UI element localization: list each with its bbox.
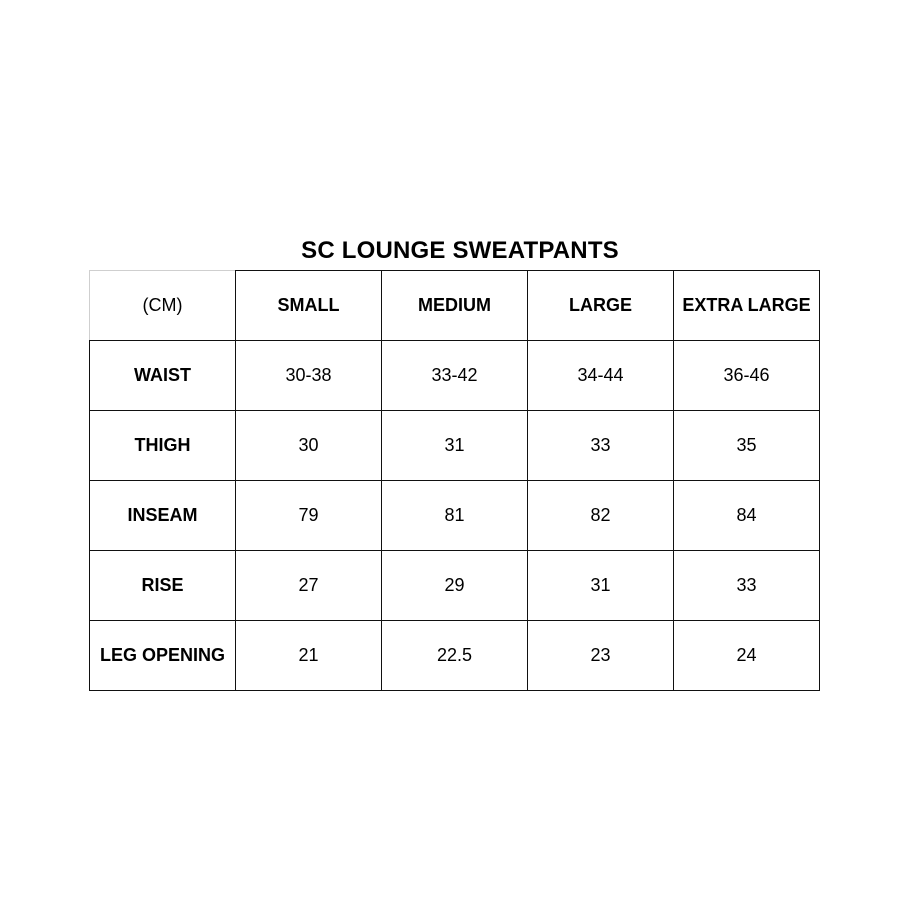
table-header-row	[90, 271, 820, 341]
table-cell: 33	[674, 551, 820, 621]
column-header-extra-large: EXTRA LARGE	[674, 271, 820, 341]
table-row-leg-opening	[90, 621, 820, 691]
table-cell: 30-38	[236, 341, 382, 411]
table-row-waist	[90, 341, 820, 411]
row-header-inseam: INSEAM	[90, 481, 236, 551]
row-header-rise: RISE	[90, 551, 236, 621]
table-cell: 84	[674, 481, 820, 551]
table-cell: 36-46	[674, 341, 820, 411]
row-header-thigh: THIGH	[90, 411, 236, 481]
table-cell: 33-42	[382, 341, 528, 411]
column-header-large: LARGE	[528, 271, 674, 341]
table-cell: 79	[236, 481, 382, 551]
table-cell: 34-44	[528, 341, 674, 411]
table-cell: 24	[674, 621, 820, 691]
column-header-small: SMALL	[236, 271, 382, 341]
table-row-thigh	[90, 411, 820, 481]
table-cell: 30	[236, 411, 382, 481]
table-cell: 23	[528, 621, 674, 691]
size-chart-table	[89, 270, 820, 691]
table-cell: 29	[382, 551, 528, 621]
row-header-waist: WAIST	[90, 341, 236, 411]
column-header-medium: MEDIUM	[382, 271, 528, 341]
table-cell: 81	[382, 481, 528, 551]
table-row-inseam	[90, 481, 820, 551]
table-cell: 27	[236, 551, 382, 621]
page-title: SC LOUNGE SWEATPANTS	[301, 237, 619, 264]
table-cell: 31	[382, 411, 528, 481]
row-header-leg-opening: LEG OPENING	[90, 621, 236, 691]
table-cell: 22.5	[382, 621, 528, 691]
table-cell: 82	[528, 481, 674, 551]
unit-label-cell: (CM)	[90, 271, 236, 341]
table-cell: 31	[528, 551, 674, 621]
table-cell: 33	[528, 411, 674, 481]
table-cell: 21	[236, 621, 382, 691]
table-cell: 35	[674, 411, 820, 481]
table-row-rise	[90, 551, 820, 621]
